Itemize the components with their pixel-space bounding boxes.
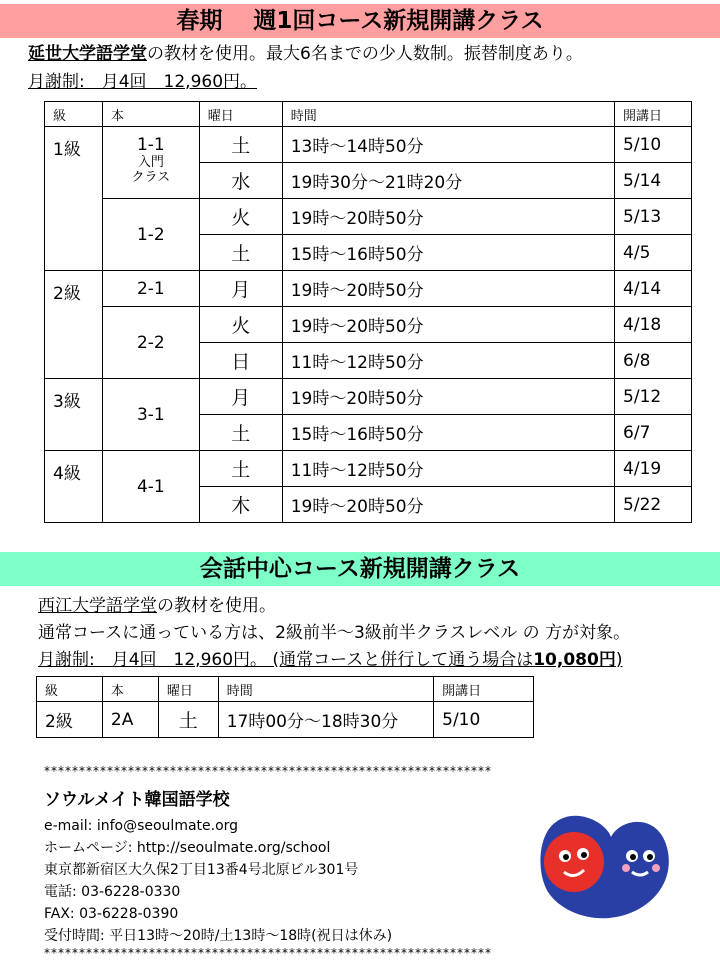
time-cell: 19時～20時50分 (282, 271, 614, 307)
time-cell: 19時30分～21時20分 (282, 163, 614, 199)
book-cell: 2A (102, 702, 158, 738)
table-row (37, 702, 534, 738)
start-date-cell: 4/5 (615, 235, 692, 271)
reception-hours: 受付時間: 平日13時～20時/土13時～18時(祝日は休み) (44, 928, 393, 944)
class-name: 1-1 (136, 135, 165, 155)
conversation-table (36, 676, 534, 738)
start-date-cell: 5/10 (434, 702, 534, 738)
time-cell: 19時～20時50分 (282, 199, 614, 235)
section1-fee: 月謝制: 月4回 12,960円。 (28, 72, 258, 92)
time-cell: 19時～20時50分 (282, 379, 614, 415)
class-subtitle: 入門 クラス (131, 155, 171, 185)
level-cell: 4級 (45, 451, 103, 523)
start-date-cell: 6/8 (615, 343, 692, 379)
start-date-cell: 5/22 (615, 487, 692, 523)
column-header: 開講日 (615, 102, 692, 127)
level-cell: 2級 (45, 271, 103, 379)
class-cell (102, 127, 199, 199)
table-row (45, 199, 692, 235)
day-cell: 土 (199, 415, 282, 451)
day-cell: 土 (199, 451, 282, 487)
day-cell: 月 (199, 271, 282, 307)
level-cell: 1級 (45, 127, 103, 271)
divider-stars-bottom: **************************************************************** (44, 946, 492, 960)
start-date-cell: 4/14 (615, 271, 692, 307)
class-cell (102, 451, 199, 523)
class-name: 3-1 (136, 404, 165, 425)
day-cell: 土 (199, 235, 282, 271)
time-cell: 11時～12時50分 (282, 343, 614, 379)
email[interactable]: e-mail: info@seoulmate.org (44, 818, 239, 834)
column-header: 本 (102, 677, 158, 702)
table-row (45, 127, 692, 163)
mascot-logo (536, 812, 674, 924)
section2-textbook-school: 西江大学語学堂 (38, 596, 157, 616)
time-cell: 19時～20時50分 (282, 307, 614, 343)
column-header: 本 (102, 102, 199, 127)
start-date-cell: 6/7 (615, 415, 692, 451)
day-cell: 月 (199, 379, 282, 415)
section1-title: 春期 週1回コース新規開講クラス (0, 4, 720, 38)
section1-textbook-school: 延世大学語学堂 (28, 44, 147, 64)
phone: 電話: 03-6228-0330 (44, 884, 181, 900)
column-header: 曜日 (199, 102, 282, 127)
address: 東京都新宿区大久保2丁目13番4号北原ビル301号 (44, 862, 359, 878)
section1-textbook-line (28, 42, 583, 66)
column-header: 時間 (282, 102, 614, 127)
start-date-cell: 5/13 (615, 199, 692, 235)
column-header: 級 (37, 677, 103, 702)
class-cell (102, 199, 199, 271)
start-date-cell: 4/18 (615, 307, 692, 343)
day-cell: 土 (199, 127, 282, 163)
start-date-cell: 5/10 (615, 127, 692, 163)
column-header: 級 (45, 102, 103, 127)
section2-textbook-line (38, 594, 276, 618)
section2-fee-suffix: ) (615, 650, 623, 670)
time-cell: 19時～20時50分 (282, 487, 614, 523)
table-row (45, 271, 692, 307)
section2-textbook-suffix: の教材を使用。 (157, 596, 276, 616)
level-cell: 3級 (45, 379, 103, 451)
section2-fee (38, 648, 622, 672)
table-row (45, 379, 692, 415)
day-cell: 木 (199, 487, 282, 523)
class-cell (102, 307, 199, 379)
class-name: 2-2 (136, 332, 165, 353)
section2-fee-prefix: 月謝制: 月4回 12,960円。 (通常コースと併行して通う場合は (38, 650, 534, 670)
time-cell: 11時～12時50分 (282, 451, 614, 487)
column-header: 開講日 (434, 677, 534, 702)
time-cell: 17時00分～18時30分 (218, 702, 433, 738)
class-name: 1-2 (136, 224, 165, 245)
schedule-table (44, 101, 692, 523)
section2-target: 通常コースに通っている方は、2級前半～3級前半クラスレベル の 方が対象。 (38, 623, 631, 643)
table-row (45, 451, 692, 487)
day-cell: 火 (199, 199, 282, 235)
day-cell: 火 (199, 307, 282, 343)
day-cell: 土 (158, 702, 218, 738)
time-cell: 15時～16時50分 (282, 415, 614, 451)
column-header: 時間 (218, 677, 433, 702)
divider-stars-top: **************************************************************** (44, 764, 492, 778)
section1-textbook-suffix: の教材を使用。最大6名までの少人数制。振替制度あり。 (147, 44, 583, 64)
start-date-cell: 5/14 (615, 163, 692, 199)
class-name: 4-1 (136, 476, 165, 497)
start-date-cell: 4/19 (615, 451, 692, 487)
fax: FAX: 03-6228-0390 (44, 906, 179, 922)
day-cell: 水 (199, 163, 282, 199)
time-cell: 13時～14時50分 (282, 127, 614, 163)
class-cell (102, 379, 199, 451)
time-cell: 15時～16時50分 (282, 235, 614, 271)
level-cell: 2級 (37, 702, 103, 738)
class-name: 2-1 (136, 278, 165, 299)
column-header: 曜日 (158, 677, 218, 702)
day-cell: 日 (199, 343, 282, 379)
table-row (45, 307, 692, 343)
school-name: ソウルメイト韓国語学校 (44, 790, 230, 810)
section2-title: 会話中心コース新規開講クラス (0, 552, 720, 586)
homepage[interactable]: ホームページ: http://seoulmate.org/school (44, 840, 331, 856)
section2-fee-bold: 10,080円 (533, 650, 616, 670)
class-cell (102, 271, 199, 307)
start-date-cell: 5/12 (615, 379, 692, 415)
